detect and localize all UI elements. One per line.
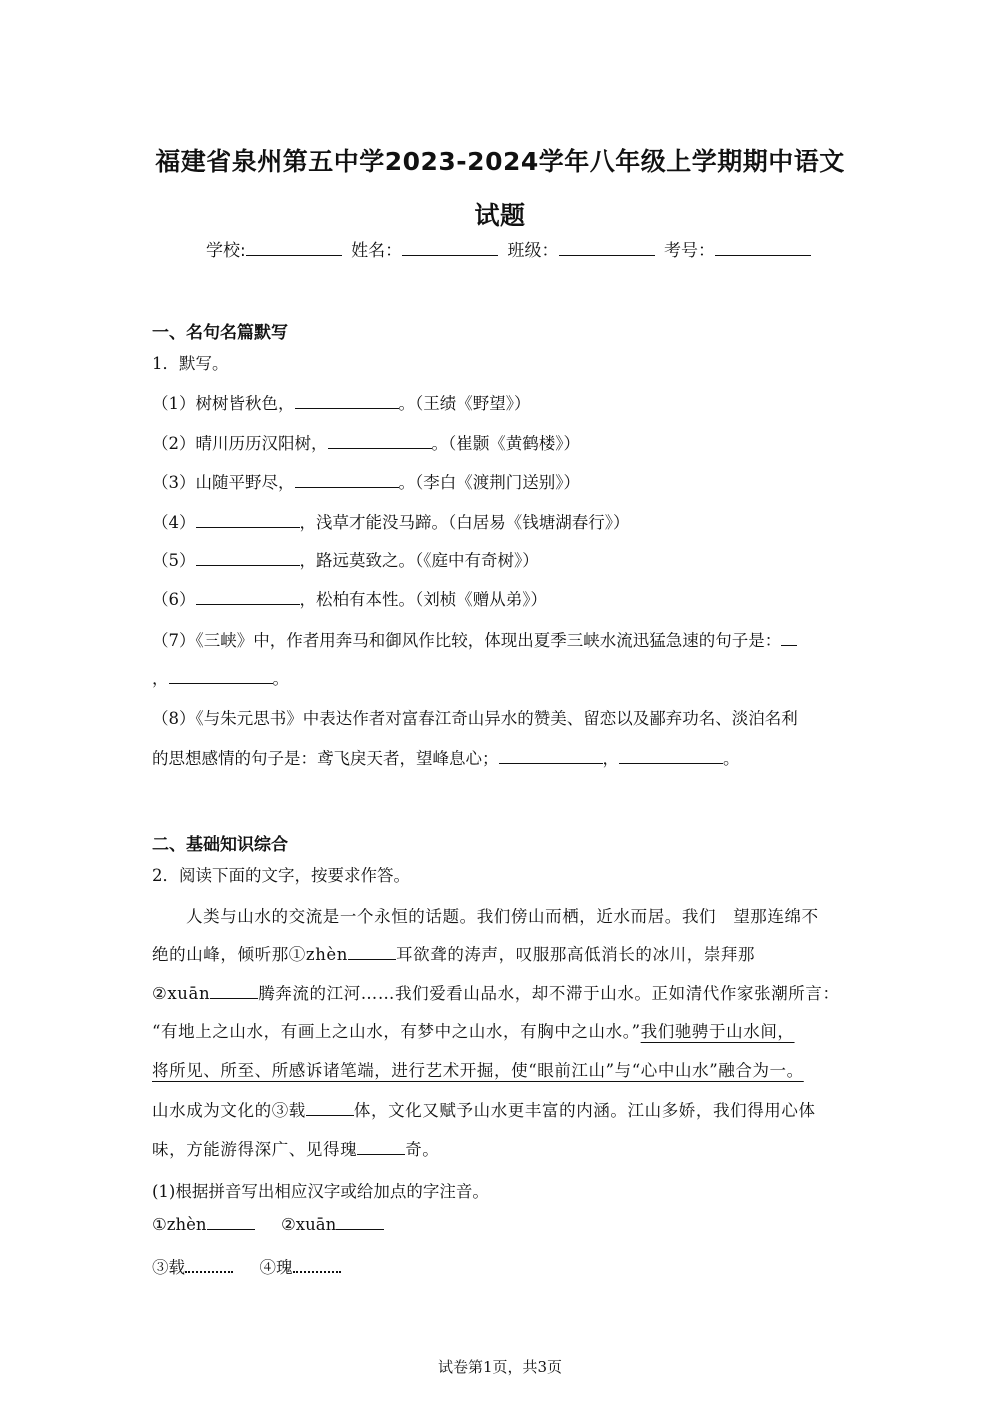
question-2-stem: 2．阅读下面的文字，按要求作答。 xyxy=(152,866,410,885)
section-heading-2: 二、基础知识综合 xyxy=(152,835,288,855)
q1-item-2: （2）晴川历历汉阳树， 。（崔颢《黄鹤楼》） xyxy=(152,434,580,453)
answer-blank[interactable] xyxy=(196,551,300,566)
answer-blank[interactable] xyxy=(196,590,300,605)
answer-blank[interactable] xyxy=(210,984,258,999)
answer-blank[interactable] xyxy=(207,1215,255,1230)
passage-line: 山水成为文化的③载 体，文化又赋予山水更丰富的内涵。江山多娇，我们得用心体 xyxy=(152,1101,816,1120)
q1-item-8-continued: 的思想感情的句子是：鸢飞戾天者，望峰息心； ， 。 xyxy=(152,749,740,768)
answer-blank[interactable] xyxy=(196,513,300,528)
class-label: 班级： xyxy=(507,241,559,261)
q1-item-5: （5） ，路远莫致之。（《庭中有奇树》） xyxy=(152,551,539,570)
name-label: 姓名： xyxy=(351,241,403,261)
answer-blank[interactable] xyxy=(357,1140,405,1155)
answer-blank[interactable] xyxy=(306,1101,354,1116)
section-heading-1: 一、名句名篇默写 xyxy=(152,323,288,343)
passage-line: ②xuān 腾奔流的江河……我们爱看山品水，却不滞于山水。正如清代作家张潮所言： xyxy=(152,984,840,1003)
q1-item-7: （7）《三峡》中，作者用奔马和御风作比较，体现出夏季三峡水流迅猛急速的句子是： xyxy=(152,627,797,651)
answer-row-1: ①zhèn ②xuān xyxy=(152,1215,384,1234)
answer-blank[interactable] xyxy=(336,1215,384,1230)
passage-line: “有地上之山水，有画上之山水，有梦中之山水，有胸中之山水。”我们驰骋于山水间， xyxy=(152,1022,795,1041)
sub-question-1: (1)根据拼音写出相应汉字或给加点的字注音。 xyxy=(152,1182,489,1201)
answer-blank[interactable] xyxy=(169,669,273,684)
answer-blank[interactable] xyxy=(328,434,432,449)
exam-title-continued: 试题 xyxy=(474,201,526,230)
school-field[interactable] xyxy=(246,240,342,256)
question-1-stem: 1．默写。 xyxy=(152,354,229,373)
answer-blank[interactable] xyxy=(348,945,396,960)
answer-blank[interactable] xyxy=(185,1257,233,1273)
answer-blank[interactable] xyxy=(781,631,797,646)
number-label: 考号： xyxy=(663,241,715,261)
pinyin-zhen: zhèn xyxy=(305,945,349,964)
number-field[interactable] xyxy=(715,240,811,256)
name-field[interactable] xyxy=(402,240,498,256)
answer-blank[interactable] xyxy=(295,473,399,488)
exam-title: 福建省泉州第五中学2023-2024学年八年级上学期期中语文 xyxy=(155,147,845,176)
student-info-row xyxy=(206,236,806,261)
answer-blank[interactable] xyxy=(295,394,399,409)
q1-item-3: （3）山随平野尽， 。（李白《渡荆门送别》） xyxy=(152,473,580,492)
underlined-sentence: 我们驰骋于山水间， xyxy=(640,1022,795,1041)
answer-blank[interactable] xyxy=(293,1257,341,1273)
school-label: 学校: xyxy=(206,241,246,261)
passage-line: 味，方能游得深广、见得瑰 奇。 xyxy=(152,1140,440,1159)
class-field[interactable] xyxy=(559,240,655,256)
underlined-sentence: 将所见、所至、所感诉诸笔端，进行艺术开掘，使“眼前江山”与“心中山水”融合为一。 xyxy=(152,1061,804,1080)
page-footer: 试卷第1页，共3页 xyxy=(437,1358,563,1376)
pinyin-xuan: xuān xyxy=(167,984,211,1003)
q1-item-4: （4） ，浅草才能没马蹄。（白居易《钱塘湖春行》） xyxy=(152,513,630,532)
q1-item-6: （6） ，松柏有本性。（刘桢《赠从弟》） xyxy=(152,590,547,609)
passage-line: 人类与山水的交流是一个永恒的话题。我们傍山而栖，近水而居。我们 望那连绵不 xyxy=(186,907,819,926)
answer-row-2: ③载 ④瑰 xyxy=(152,1254,341,1278)
passage-line: 绝的山峰，倾听那①zhèn 耳欲聋的涛声，叹服那高低消长的冰川，崇拜那 xyxy=(152,945,756,964)
answer-blank[interactable] xyxy=(499,749,603,764)
answer-blank[interactable] xyxy=(619,749,723,764)
q1-item-1: （1）树树皆秋色， 。（王绩《野望》） xyxy=(152,394,531,413)
q1-item-8: （8）《与朱元思书》中表达作者对富春江奇山异水的赞美、留恋以及鄙弃功名、淡泊名利 xyxy=(152,709,798,728)
q1-item-7-continued: ， 。 xyxy=(152,669,289,688)
